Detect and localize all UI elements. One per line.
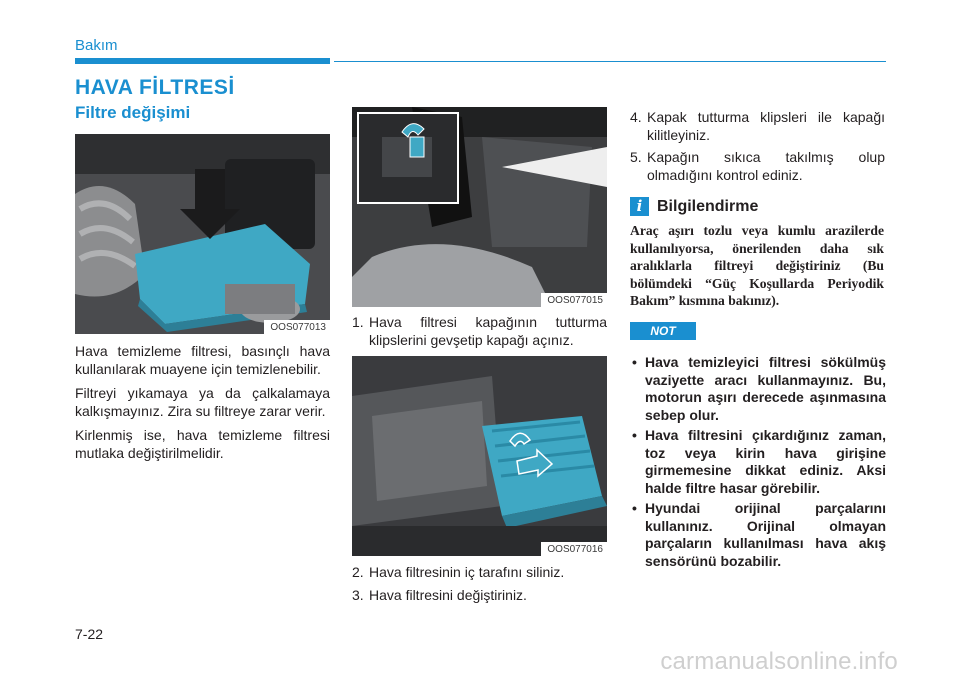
header-rule-thin bbox=[334, 61, 886, 62]
figure-caption: OOS077016 bbox=[541, 542, 607, 556]
engine-bay-photo-3 bbox=[352, 356, 607, 556]
step-item bbox=[352, 587, 607, 605]
steps-list-part3 bbox=[630, 109, 885, 189]
info-heading bbox=[630, 197, 758, 216]
step-text: Kapağın sıkıca takılmış olup olmadığını kontrol ediniz. bbox=[647, 149, 885, 183]
page-number: 7-22 bbox=[75, 626, 104, 642]
steps-list-part1 bbox=[352, 314, 607, 354]
paragraph-replace: Kirlenmiş ise, hava temizleme filtresi mutlaka değiştirilmelidir. bbox=[75, 427, 330, 461]
engine-bay-photo-1 bbox=[75, 134, 330, 334]
bullet-icon: • bbox=[632, 500, 637, 516]
bullet-icon: • bbox=[632, 427, 637, 443]
note-text: Hava temizleyici filtresi sökülmüş vaziyette aracı kullanmayınız. Bu, motorun aşırı derecede aşınmasına sebep olur. bbox=[645, 354, 886, 423]
paragraph-cleaning: Hava temizleme filtresi, basınçlı hava kullanılarak muayene için temizlenebilir. bbox=[75, 343, 330, 377]
step-number: 2. bbox=[352, 564, 364, 580]
note-text: Hyundai orijinal parçalarını kullanınız. Orijinal olmayan parçaların kullanılması hava akış sensörünü bozabilir. bbox=[645, 500, 886, 569]
step-item bbox=[630, 109, 885, 144]
step-text: Hava filtresini değiştiriniz. bbox=[369, 586, 527, 603]
step-number: 1. bbox=[352, 314, 364, 330]
step-number: 3. bbox=[352, 586, 364, 603]
engine-bay-photo-2 bbox=[352, 107, 607, 307]
watermark: carmanualsonline.info bbox=[660, 648, 898, 675]
figure-caption: OOS077013 bbox=[264, 320, 330, 334]
step-text: Hava filtresi kapağının tutturma klipslerini gevşetip kapağı açınız. bbox=[369, 314, 607, 348]
step-item bbox=[630, 149, 885, 184]
header-rule-thick bbox=[75, 58, 330, 64]
info-text: Araç aşırı tozlu veya kumlu arazilerde kullanılıyorsa, önerilenden daha sık aralıklarla filtreyi değiştiriniz (Bu bölümdeki “Güç Koşullarda Periyodik Bakım” kısmına bakınız). bbox=[630, 223, 884, 308]
note-badge: NOT bbox=[630, 322, 696, 340]
info-title: Bilgilendirme bbox=[657, 197, 759, 215]
note-item bbox=[630, 500, 886, 570]
figure-air-filter-location bbox=[75, 134, 330, 334]
step-text: Hava filtresinin iç tarafını siliniz. bbox=[369, 564, 565, 580]
step-item bbox=[352, 314, 607, 349]
step-number: 5. bbox=[630, 149, 642, 165]
note-list bbox=[630, 354, 886, 573]
figure-cover-clips bbox=[352, 107, 607, 307]
figure-caption: OOS077015 bbox=[541, 293, 607, 307]
step-number: 4. bbox=[630, 109, 642, 125]
step-item bbox=[352, 564, 607, 582]
section-label: Bakım bbox=[75, 37, 118, 54]
left-column-text bbox=[75, 343, 330, 469]
figure-filter-removal bbox=[352, 356, 607, 556]
steps-list-part2 bbox=[352, 564, 607, 609]
section-subtitle: Filtre değişimi bbox=[75, 103, 191, 122]
note-item bbox=[630, 427, 886, 497]
paragraph-no-washing: Filtreyi yıkamaya ya da çalkalamaya kalkışmayınız. Zira su filtreye zarar verir. bbox=[75, 385, 330, 419]
note-item bbox=[630, 354, 886, 424]
step-text: Kapak tutturma klipsleri ile kapağı kilitleyiniz. bbox=[647, 109, 885, 143]
bullet-icon: • bbox=[632, 354, 637, 370]
page-title: HAVA FİLTRESİ bbox=[75, 76, 235, 99]
info-icon: i bbox=[630, 197, 649, 216]
note-text: Hava filtresini çıkardığınız zaman, toz veya kirin hava girişine girmemesine dikkat ediniz. Aksi halde filtre hasar görebilir. bbox=[645, 427, 886, 496]
